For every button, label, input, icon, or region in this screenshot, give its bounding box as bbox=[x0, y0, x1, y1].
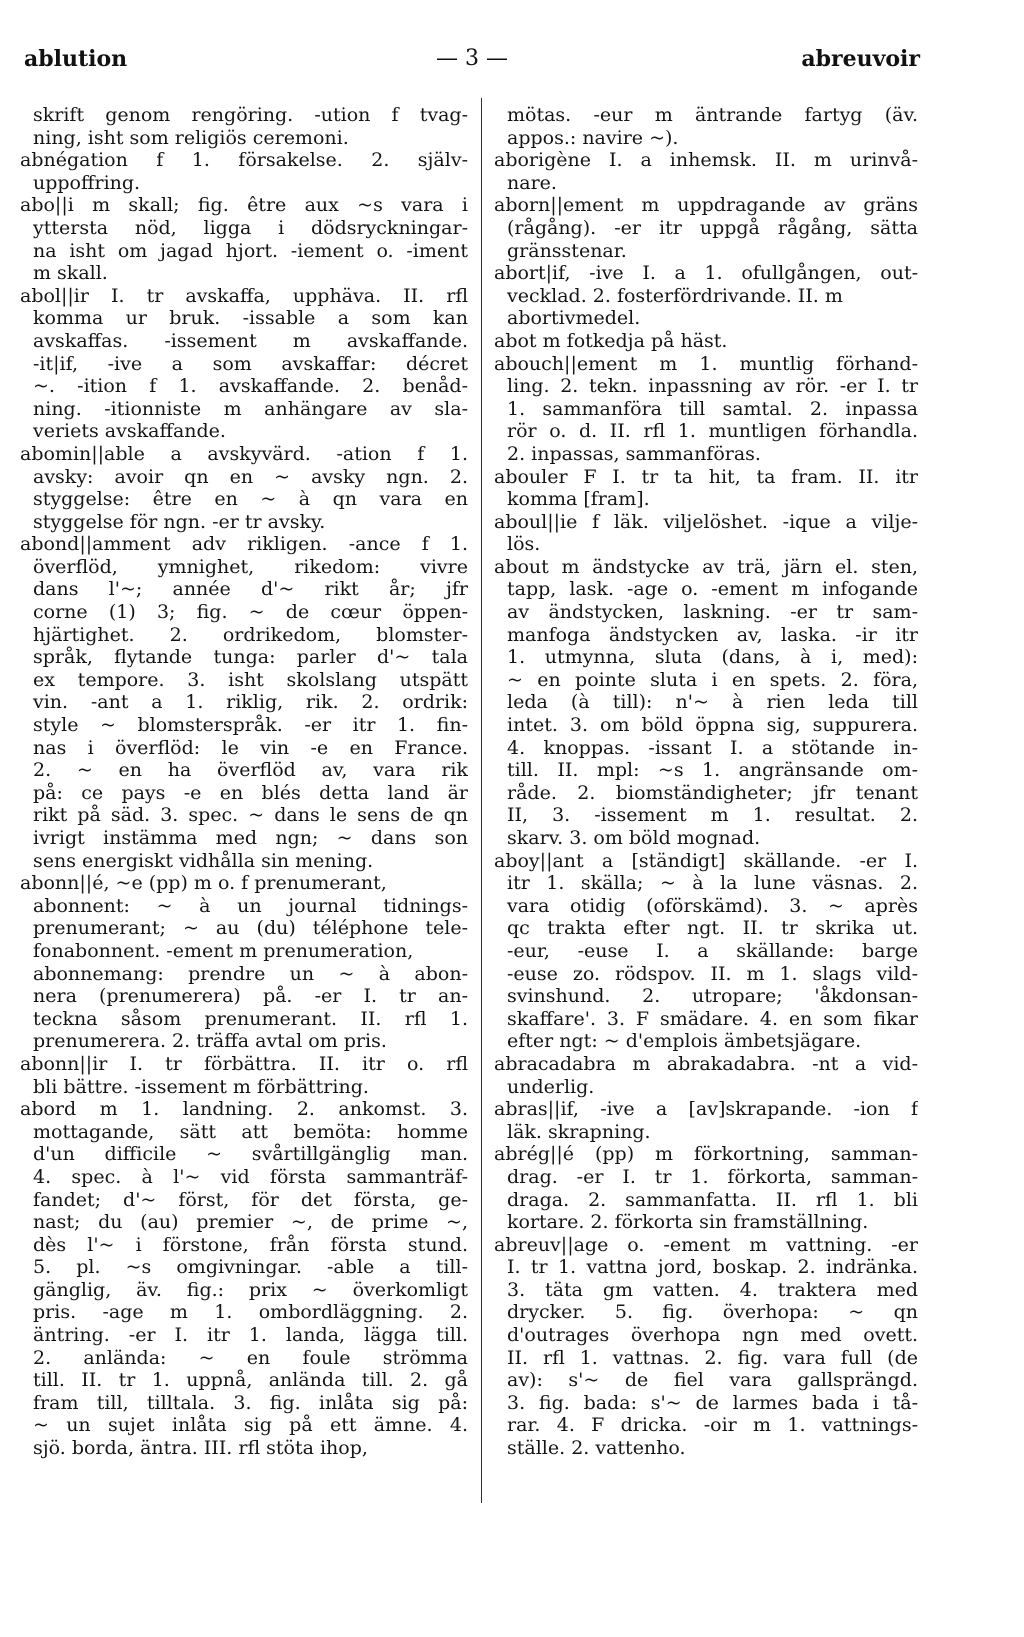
text-line: abras||if, -ive a [av]skrapande. -ion f bbox=[494, 1098, 918, 1121]
text-line: I. tr 1. vattna jord, boskap. 2. indränka. bbox=[507, 1256, 918, 1279]
text-line: (rågång). -er itr uppgå rågång, sätta bbox=[507, 216, 918, 239]
text-line: abonnent: ~ à un journal tidnings- bbox=[33, 894, 468, 917]
column-divider bbox=[481, 98, 482, 1503]
text-line: skaffare'. 3. F smädare. 4. en som fikar bbox=[507, 1007, 918, 1030]
text-line: avskaffas. -issement m avskaffande. bbox=[33, 329, 468, 352]
text-line: 2. ~ en ha överflöd av, vara rik bbox=[33, 759, 468, 782]
text-line: drycker. 5. fig. överhopa: ~ qn bbox=[507, 1301, 918, 1324]
text-line: ning. -itionniste m anhängare av sla- bbox=[33, 397, 468, 420]
text-line: 3. täta gm vatten. 4. traktera med bbox=[507, 1278, 918, 1301]
text-line: fonabonnent. -ement m prenumeration, bbox=[33, 939, 414, 962]
text-line: 1. sammanföra till samtal. 2. inpassa bbox=[507, 397, 918, 420]
text-line: aboy||ant a [ständigt] skällande. -er I. bbox=[494, 849, 918, 872]
text-line: -eur, -euse I. a skällande: barge bbox=[507, 939, 918, 962]
text-line: lös. bbox=[507, 533, 541, 556]
text-line: veriets avskaffande. bbox=[33, 420, 226, 443]
text-line: 4. knoppas. -issant I. a stötande in- bbox=[507, 736, 918, 759]
left-column bbox=[20, 104, 468, 1460]
text-line: corne (1) 3; fig. ~ de cœur öppen- bbox=[33, 601, 468, 624]
text-line: nas i överflöd: le vin -e en France. bbox=[33, 736, 468, 759]
text-line: qc trakta efter ngt. II. tr skrika ut. bbox=[507, 917, 918, 940]
text-line: tapp, lask. -age o. -ement m infogande bbox=[507, 578, 918, 601]
text-line: ning, isht som religiös ceremoni. bbox=[33, 126, 349, 149]
text-line: d'un difficile ~ svårtillgänglig man. bbox=[33, 1143, 468, 1166]
text-line: mötas. -eur m äntrande fartyg (äv. bbox=[507, 104, 918, 126]
text-line: styggelse för ngn. -er tr avsky. bbox=[33, 510, 326, 533]
text-line: till. II. mpl: ~s 1. angränsande om- bbox=[507, 759, 918, 782]
text-line: abonnemang: prendre un ~ à abon- bbox=[33, 962, 468, 985]
text-line: ~. -ition f 1. avskaffande. 2. benåd- bbox=[33, 375, 468, 398]
text-line: avsky: avoir qn en ~ avsky ngn. 2. bbox=[33, 465, 468, 488]
text-line: d'outrages överhopa ngn med ovett. bbox=[507, 1324, 918, 1347]
text-line: nera (prenumerera) på. -er I. tr an- bbox=[33, 985, 468, 1008]
text-line: sens energiskt vidhålla sin mening. bbox=[33, 849, 374, 872]
text-line: gänglig, äv. fig.: prix ~ överkomligt bbox=[33, 1278, 468, 1301]
text-line: sjö. borda, äntra. III. rfl stöta ihop, bbox=[33, 1437, 368, 1460]
text-line: gränsstenar. bbox=[507, 239, 627, 262]
text-line: abol||ir I. tr avskaffa, upphäva. II. rfl bbox=[20, 284, 468, 307]
text-line: 2. inpassas, sammanföras. bbox=[507, 442, 761, 465]
text-line: about m ändstycke av trä, järn el. sten, bbox=[494, 555, 918, 578]
text-line: abonn||é, ~e (pp) m o. f prenumerant, bbox=[20, 872, 387, 895]
text-line: äntring. -er I. itr 1. landa, lägga till. bbox=[33, 1324, 468, 1347]
text-line: komma ur bruk. -issable a som kan bbox=[33, 307, 468, 330]
header-last-entry-word: abreuvoir bbox=[801, 46, 920, 72]
text-line: abrég||é (pp) m förkortning, samman- bbox=[494, 1143, 918, 1166]
page-number: — 3 — bbox=[436, 46, 508, 71]
text-line: abouler F I. tr ta hit, ta fram. II. itr bbox=[494, 465, 918, 488]
text-line: dès l'~ i förstone, från första stund. bbox=[33, 1233, 468, 1256]
text-line: m skall. bbox=[33, 262, 108, 285]
text-line: dans l'~; année d'~ rikt år; jfr bbox=[33, 578, 468, 601]
text-line: intet. 3. om böld öppna sig, suppurera. bbox=[507, 714, 918, 737]
text-line: abot m fotkedja på häst. bbox=[494, 329, 728, 352]
text-line: abonn||ir I. tr förbättra. II. itr o. rfl bbox=[20, 1052, 468, 1075]
text-line: abomin||able a avskyvärd. -ation f 1. bbox=[20, 442, 468, 465]
text-line: 1. utmynna, sluta (dans, à i, med): bbox=[507, 646, 918, 669]
text-line: -it|if, -ive a som avskaffar: décret bbox=[33, 352, 468, 375]
text-line: draga. 2. sammanfatta. II. rfl 1. bli bbox=[507, 1188, 918, 1211]
text-line: språk, flytande tunga: parler d'~ tala bbox=[33, 646, 468, 669]
text-line: abo||i m skall; fig. être aux ~s vara i bbox=[20, 194, 468, 217]
text-line: kortare. 2. förkorta sin framställning. bbox=[507, 1211, 869, 1234]
text-line: hjärtighet. 2. ordrikedom, blomster- bbox=[33, 623, 468, 646]
text-line: abracadabra m abrakadabra. -nt a vid- bbox=[494, 1052, 918, 1075]
text-line: prenumerant; ~ au (du) téléphone tele- bbox=[33, 917, 468, 940]
text-line: på: ce pays -e en blés detta land är bbox=[33, 781, 468, 804]
text-line: rikt på säd. 3. spec. ~ dans le sens de qn bbox=[33, 804, 468, 827]
text-line: överflöd, ymnighet, rikedom: vivre bbox=[33, 555, 468, 578]
page-header bbox=[24, 46, 920, 86]
text-line: skarv. 3. om böld mognad. bbox=[507, 827, 761, 849]
text-line: ~ en pointe sluta i en spets. 2. föra, bbox=[507, 668, 918, 691]
text-line: leda (à till): n'~ à rien leda till bbox=[507, 691, 918, 714]
text-line: till. II. tr 1. uppnå, anlända till. 2. gå bbox=[33, 1369, 468, 1392]
text-line: abreuv||age o. -ement m vattning. -er bbox=[494, 1233, 918, 1256]
text-line: 3. fig. bada: s'~ de larmes bada i tå- bbox=[507, 1391, 918, 1414]
text-line: abouch||ement m 1. muntlig förhand- bbox=[494, 352, 918, 375]
text-line: ex tempore. 3. isht skolslang utspätt bbox=[33, 668, 468, 691]
text-line: nast; du (au) premier ~, de prime ~, bbox=[33, 1211, 468, 1234]
text-line: av): s'~ de fiel vara gallsprängd. bbox=[507, 1369, 918, 1392]
text-line: prenumerera. 2. träffa avtal om pris. bbox=[33, 1030, 387, 1053]
header-first-entry-word: ablution bbox=[24, 46, 128, 72]
text-line: yttersta nöd, ligga i dödsryckningar- bbox=[33, 216, 468, 239]
text-line: aborigène I. a inhemsk. II. m urinvå- bbox=[494, 149, 918, 172]
text-line: 5. pl. ~s omgivningar. -able a till- bbox=[33, 1256, 468, 1279]
text-line: bli bättre. -issement m förbättring. bbox=[33, 1075, 369, 1098]
text-line: vin. -ant a 1. riklig, rik. 2. ordrik: bbox=[33, 691, 468, 714]
text-line: svinshund. 2. utropare; 'åkdonsan- bbox=[507, 985, 918, 1008]
text-line: drag. -er I. tr 1. förkorta, samman- bbox=[507, 1165, 918, 1188]
text-line: fram till, tilltala. 3. fig. inlåta sig på: bbox=[33, 1391, 468, 1414]
text-line: na isht om jagad hjort. -iement o. -iment bbox=[33, 239, 468, 262]
text-line: manfoga ändstycken av, laska. -ir itr bbox=[507, 623, 918, 646]
text-line: mottagande, sätt att bemöta: homme bbox=[33, 1120, 468, 1143]
text-line: underlig. bbox=[507, 1075, 595, 1098]
text-line: appos.: navire ~). bbox=[507, 126, 679, 149]
text-line: vara otidig (oförskämd). 3. ~ après bbox=[507, 894, 918, 917]
text-line: ivrigt instämma med ngn; ~ dans son bbox=[33, 827, 468, 849]
text-line: ~ un sujet inlåta sig på ett ämne. 4. bbox=[33, 1414, 468, 1437]
text-line: styggelse: être en ~ à qn vara en bbox=[33, 488, 468, 511]
text-line: II. rfl 1. vattnas. 2. fig. vara full (de bbox=[507, 1346, 918, 1369]
text-line: av ändstycken, laskning. -er tr sam- bbox=[507, 601, 918, 624]
text-line: abort|if, -ive I. a 1. ofullgången, out- bbox=[494, 262, 918, 285]
text-line: ling. 2. tekn. inpassning av rör. -er I. tr bbox=[507, 375, 918, 398]
text-line: ställe. 2. vattenho. bbox=[507, 1437, 686, 1460]
text-line: abond||amment adv rikligen. -ance f 1. bbox=[20, 533, 468, 556]
text-line: 2. anlända: ~ en foule strömma bbox=[33, 1346, 468, 1369]
text-line: style ~ blomsterspråk. -er itr 1. fin- bbox=[33, 714, 468, 737]
right-column bbox=[494, 104, 918, 1460]
text-line: rör o. d. II. rfl 1. muntligen förhandla. bbox=[507, 420, 918, 443]
text-line: II, 3. -issement m 1. resultat. 2. bbox=[507, 804, 918, 827]
text-line: aborn||ement m uppdragande av gräns bbox=[494, 194, 918, 217]
text-line: abord m 1. landning. 2. ankomst. 3. bbox=[20, 1098, 468, 1121]
text-line: läk. skrapning. bbox=[507, 1120, 651, 1143]
text-line: fandet; d'~ först, för det första, ge- bbox=[33, 1188, 468, 1211]
text-line: abortivmedel. bbox=[507, 307, 641, 330]
text-line: komma [fram]. bbox=[507, 488, 650, 511]
text-line: teckna såsom prenumerant. II. rfl 1. bbox=[33, 1007, 468, 1030]
text-line: aboul||ie f läk. viljelöshet. -ique a vilje- bbox=[494, 510, 918, 533]
text-line: uppoffring. bbox=[33, 171, 141, 194]
text-line: nare. bbox=[507, 171, 557, 194]
text-line: itr 1. skälla; ~ à la lune väsnas. 2. bbox=[507, 872, 918, 895]
text-line: -euse zo. rödspov. II. m 1. slags vild- bbox=[507, 962, 918, 985]
text-line: rar. 4. F dricka. -oir m 1. vattnings- bbox=[507, 1414, 918, 1437]
text-line: vecklad. 2. fosterfördrivande. II. m bbox=[507, 284, 843, 307]
text-line: efter ngt: ~ d'emplois ämbetsjägare. bbox=[507, 1030, 862, 1053]
text-line: pris. -age m 1. ombordläggning. 2. bbox=[33, 1301, 468, 1324]
text-line: abnégation f 1. försakelse. 2. själv- bbox=[20, 149, 468, 172]
text-line: råde. 2. biomständigheter; jfr tenant bbox=[507, 781, 918, 804]
text-line: skrift genom rengöring. -ution f tvag- bbox=[33, 104, 468, 126]
text-line: 4. spec. à l'~ vid första sammanträf- bbox=[33, 1165, 468, 1188]
